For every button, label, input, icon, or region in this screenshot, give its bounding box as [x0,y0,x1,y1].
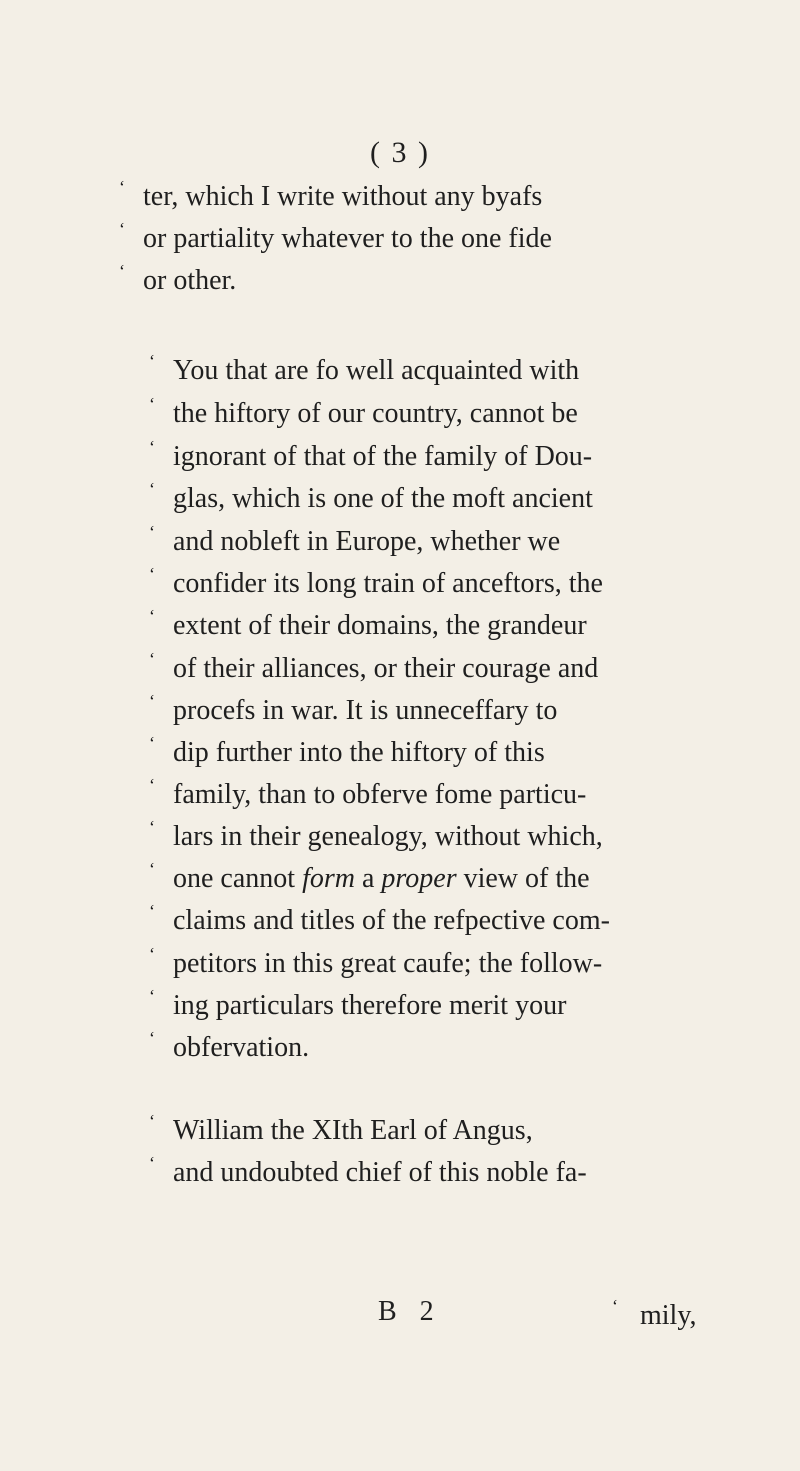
text-line-9 [149,565,603,598]
opening-quote: ‘ [149,437,155,457]
opening-quote: ‘ [612,1296,618,1316]
opening-quote: ‘ [149,691,155,711]
line-text: lars in their genealogy, without which, [173,821,603,852]
opening-quote: ‘ [149,775,155,795]
opening-quote: ‘ [149,394,155,414]
text-line-18 [149,945,602,978]
text-line-13 [149,734,545,767]
line-text: ignorant of that of the family of Dou- [173,441,593,472]
line-text: family, than to obferve fome particu- [173,779,587,810]
text-line-15 [149,818,603,851]
page-number: ( 3 ) [370,136,430,169]
text-line-10 [149,607,587,640]
italic-word: form [302,863,355,894]
catchword-text: mily, [640,1300,697,1331]
opening-quote: ‘ [119,219,125,239]
opening-quote: ‘ [149,479,155,499]
line-text: petitors in this great caufe; the follow- [173,948,603,979]
line-text: obfervation. [173,1032,310,1063]
text-line-14 [149,776,586,809]
opening-quote: ‘ [149,901,155,921]
text-line-11 [149,650,598,683]
line-text: confider its long train of anceftors, the [173,568,603,599]
line-text: of their alliances, or their courage and [173,653,599,684]
line-text: ing particulars therefore merit your [173,990,567,1021]
text-line-7 [149,480,593,513]
catchword [612,1296,697,1332]
line-text: claims and titles of the refpective com- [173,905,610,936]
line-text: or other. [143,265,237,296]
opening-quote: ‘ [119,177,125,197]
line-text: extent of their domains, the grandeur [173,610,587,641]
line-text: William the XIth Earl of Angus, [173,1115,533,1146]
text-line-8 [149,523,560,556]
opening-quote: ‘ [119,261,125,281]
line-text: one cannot form a proper view of the [173,863,590,894]
text-line-5 [149,395,578,428]
line-text: You that are fo well acquainted with [173,355,580,386]
line-text: dip further into the hiftory of this [173,737,545,768]
text-line-2 [119,220,552,253]
text-line-12 [149,692,557,725]
italic-word: proper [381,863,457,894]
text-line-3 [119,262,236,295]
opening-quote: ‘ [149,351,155,371]
text-line-4 [149,352,579,385]
opening-quote: ‘ [149,649,155,669]
signature-mark: B 2 [378,1296,442,1327]
line-text: ter, which I write without any byafs [143,181,543,212]
opening-quote: ‘ [149,606,155,626]
opening-quote: ‘ [149,733,155,753]
opening-quote: ‘ [149,986,155,1006]
opening-quote: ‘ [149,522,155,542]
text-line-20 [149,1029,309,1062]
line-text: and nobleft in Europe, whether we [173,526,561,557]
text-line-16 [149,860,590,893]
opening-quote: ‘ [149,859,155,879]
line-text: the hiftory of our country, cannot be [173,398,578,429]
line-text: procefs in war. It is unneceffary to [173,695,558,726]
opening-quote: ‘ [149,564,155,584]
text-line-21 [149,1112,533,1145]
opening-quote: ‘ [149,944,155,964]
text-line-22 [149,1154,587,1187]
line-text: and undoubted chief of this noble fa- [173,1157,587,1188]
opening-quote: ‘ [149,1028,155,1048]
opening-quote: ‘ [149,1153,155,1173]
line-text: glas, which is one of the moft ancient [173,483,593,514]
text-line-17 [149,902,610,935]
text-line-6 [149,438,592,471]
text-line-19 [149,987,566,1020]
line-text: or partiality whatever to the one fide [143,223,552,254]
opening-quote: ‘ [149,817,155,837]
opening-quote: ‘ [149,1111,155,1131]
text-line-1 [119,178,542,211]
